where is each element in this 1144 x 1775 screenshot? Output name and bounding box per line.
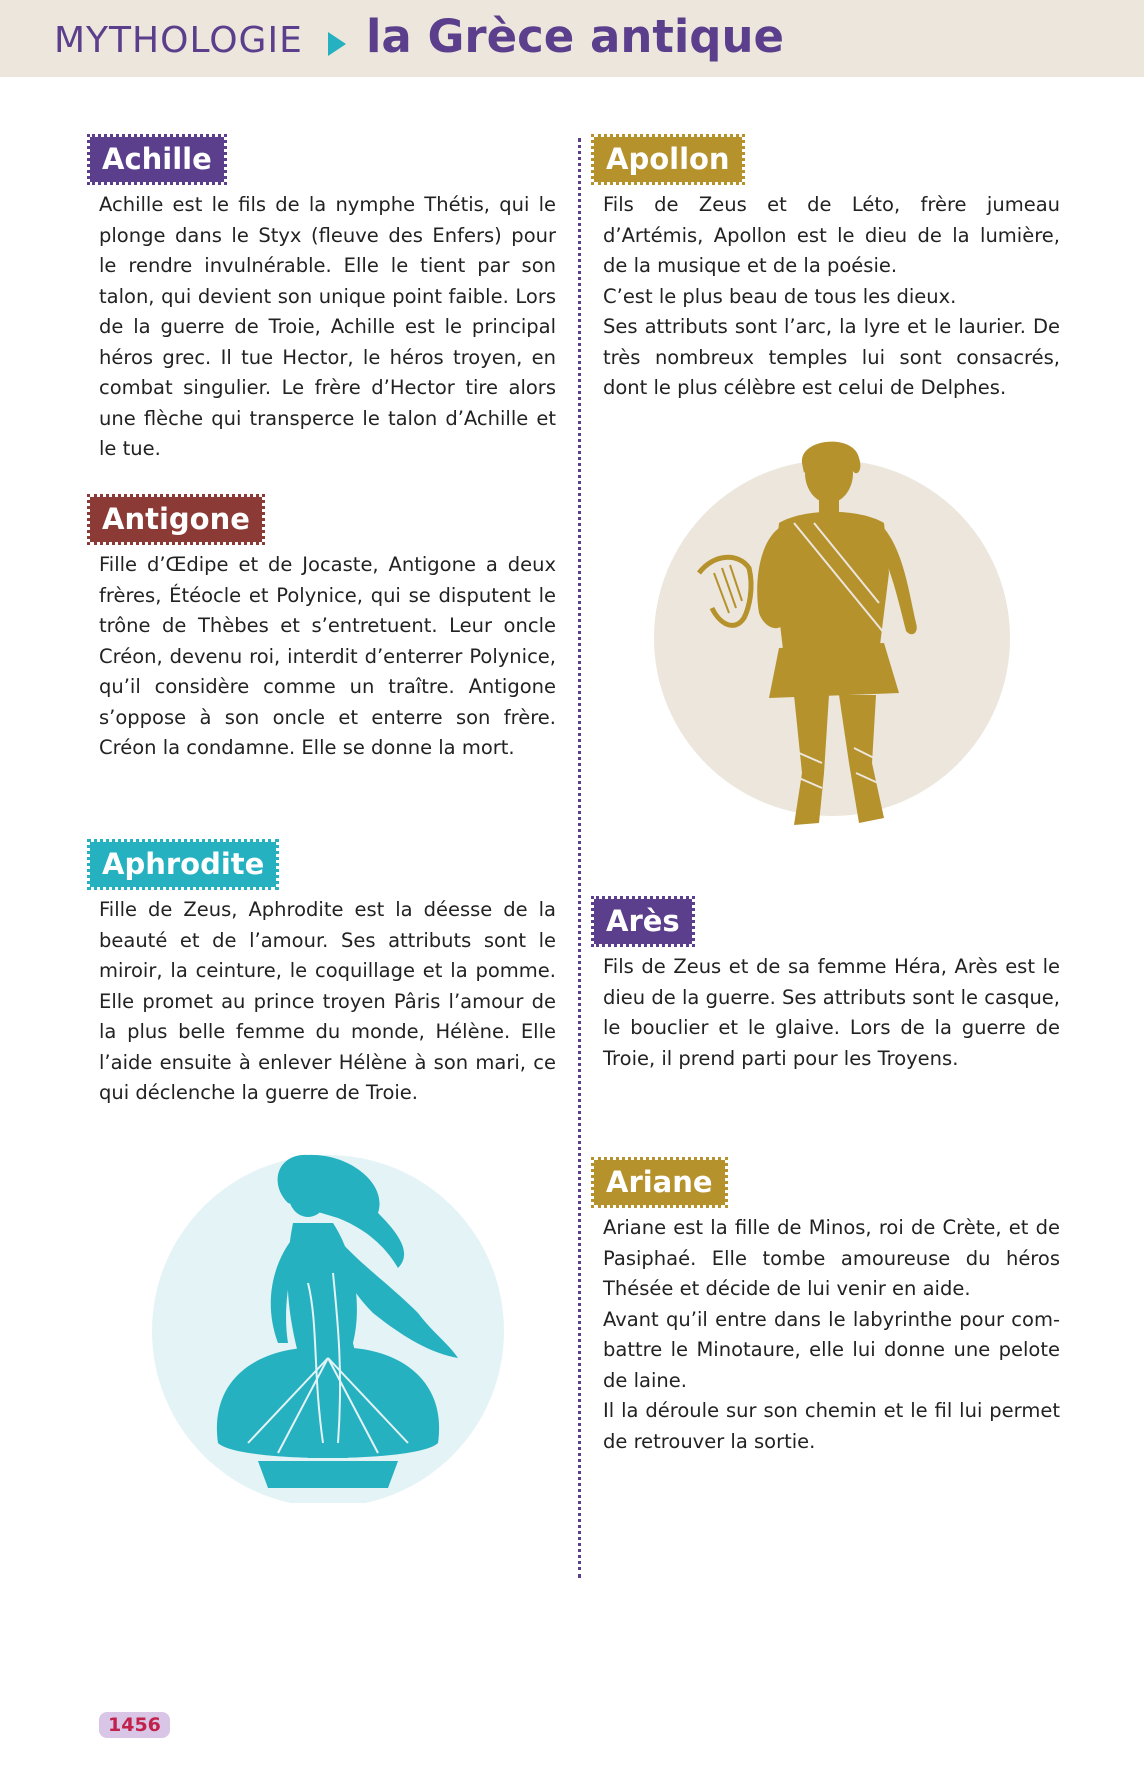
text-antigone: Fille d’Œdipe et de Jocaste, Antigone a deux frères, Étéocle et Polynice, qui se disputent le trône de Thèbes et s’entretuent. Leur oncle Créon, devenu roi, interdit d’enterrer Polynice, qu’il considère comme un traître. Antigone s’oppose à son oncle et enterre son frère. Créon la condamne. Elle se donne la mort. [99, 553, 556, 759]
triangle-arrow-icon [328, 32, 346, 56]
text-achille: Achille est le fils de la nymphe Thétis, qui le plonge dans le Styx (fleuve des Enfers) pour le rendre invulnérable. Elle le tient par son talon, qui devient son unique point faible. Lors de la guerre de Troie, Achille est le principal héros grec. Il tue Hector, le héros troyen, en combat singulier. Le frère d’Hector tire alors une flèche qui transperce le talon d’Achille et le tue. [99, 193, 556, 460]
aphrodite-illustration [148, 1143, 508, 1503]
heading-ares: Arès [594, 899, 692, 944]
text-ares: Fils de Zeus et de sa femme Héra, Arès est le dieu de la guerre. Ses attributs sont le casque, le bouclier et le glaive. Lors de la guerre de Troie, il prend parti pour les Troyens. [603, 955, 1060, 1070]
text-apollon: Fils de Zeus et de Léto, frère jumeau d’Artémis, Apollon est le dieu de la lumière, de la musique et de la poésie. C’est le plus beau de tous les dieux. Ses attributs sont l’arc, la lyre et le laurier. De très nombreux temples lui sont consacrés, dont le plus célèbre est celui de Delphes. [603, 193, 1060, 399]
heading-achille: Achille [90, 137, 224, 182]
text-aphrodite: Fille de Zeus, Aphrodite est la déesse de la beauté et de l’amour. Ses attributs sont le miroir, la ceinture, le coquillage et la pomme. Elle promet au prince troyen Pâris l’amour de la plus belle femme du monde, Hélène. Elle l’aide ensuite à enlever Hélène à son mari, ce qui déclenche la guerre de Troie. [99, 898, 556, 1104]
section-label: MYTHOLOGIE [54, 20, 303, 61]
apollon-illustration [654, 433, 1014, 833]
page-header [0, 0, 1144, 77]
heading-ariane: Ariane [594, 1160, 725, 1205]
heading-apollon: Apollon [594, 137, 742, 182]
heading-antigone: Antigone [90, 497, 262, 542]
text-ariane: Ariane est la fille de Minos, roi de Crète, et de Pasiphaé. Elle tombe amoureuse du héros Thésée et décide de lui venir en aide. Avant qu’il entre dans le labyrinthe pour com-battre le Minotaure, elle lui donne une pelote de laine. Il la déroule sur son chemin et le fil lui permet de retrouver la sortie. [603, 1216, 1060, 1453]
heading-aphrodite: Aphrodite [90, 842, 276, 887]
page-title: la Grèce antique [366, 10, 785, 63]
column-divider [578, 138, 581, 1578]
page-number: 1456 [99, 1712, 170, 1738]
